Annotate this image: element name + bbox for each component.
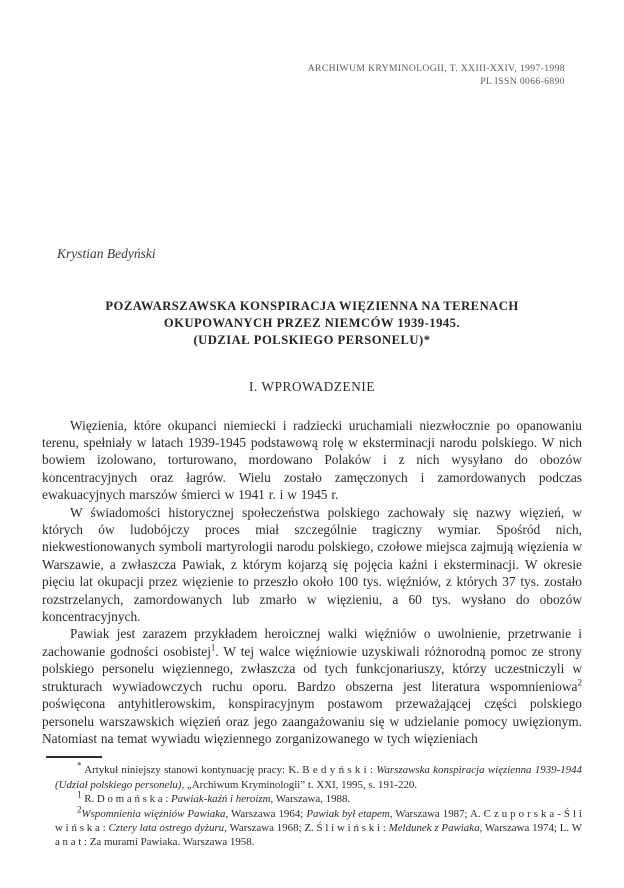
article-body: [42, 417, 582, 748]
footnote-1: [55, 789, 582, 806]
footnote-1-lead: R. D o m a ń s k a :: [81, 793, 172, 806]
paragraph-3-text: poświęcona antyhitlerowskim, konspiracyjnym postawom przeważającej części polskiego personelu warszawskich więzień oraz jego zaangażowaniu się w udzielanie pomocy uwięzionym. Natomiast na temat wywiadu więziennego zorganizowanego w tych więzieniach: [42, 696, 582, 746]
footnote-1-marker: 1: [77, 789, 82, 800]
article-title-line-1: POZAWARSZAWSKA KONSPIRACJA WIĘZIENNA NA TERENACH: [105, 299, 519, 313]
footnote-2-title-1: Wspomnienia więźniów Pawiaka: [81, 807, 226, 820]
footnote-2-title-4: Meldunek z Pawiaka: [388, 821, 480, 834]
footnote-ref-2: 2: [577, 677, 582, 688]
footnote-1-tail: , Warszawa, 1988.: [270, 793, 351, 806]
footnote-2-title-2: Pawiak był etapem: [306, 807, 390, 820]
paragraph-3: [42, 625, 582, 747]
footnote-star-lead: Artykuł niniejszy stanowi kontynuację pracy: K. B e d y ń s k i :: [81, 764, 377, 777]
footnote-ref-1: 1: [210, 642, 216, 653]
section-heading: I. WPROWADZENIE: [249, 378, 375, 394]
paragraph-3-text: Pawiak jest zarazem przykładem heroicznej walki więźniów o uwolnienie, przetrwanie i zachowanie godności osobistej: [42, 626, 582, 659]
author-name: Krystian Bedyński: [57, 246, 156, 261]
article-title: [42, 298, 582, 350]
footnotes: [42, 760, 583, 849]
issn-line: PL ISSN 0066-6890: [480, 76, 565, 87]
footnote-2-text: , Warszawa 1968; Z. Ś l i w i ń s k i :: [224, 821, 389, 834]
paragraph-2: W świadomości historycznej społeczeństwa polskiego zachowały się nazwy więzień, w których ów ludobójczy proces miał szczególnie tragiczny wymiar. Spośród nich, niekwestionowanych symboli martyrologii narodu polskiego, czołowe miejsca zajmują więzienia w Warszawie, a zwłaszcza Pawiak, z którym kojarzą się pojęcia kaźni i eksterminacji. W okresie pięciu lat okupacji przez więzienie to przeszło około 100 tys. więźniów, z których 37 tys. zostało rozstrzelanych, zamordowanych lub zmarło w więzieniu, a 60 tys. wysłano do obozów koncentracyjnych.: [42, 504, 582, 625]
footnote-1-title: Pawiak-kaźń i heroizm: [171, 793, 271, 806]
footnote-2-text: , Warszawa 1974; L. W a n a t : Za murami Pawiaka. Warszawa 1958.: [55, 821, 582, 849]
footnote-separator-rule: [46, 756, 102, 758]
article-title-line-2: OKUPOWANYCH PRZEZ NIEMCÓW 1939-1945.: [163, 316, 461, 331]
footnote-star: [55, 760, 582, 792]
journal-title-line: ARCHIWUM KRYMINOLOGII, T. XXIII-XXIV, 1997-1998: [307, 63, 565, 74]
article-title-line-3: (UDZIAŁ POLSKIEGO PERSONELU)*: [193, 333, 431, 348]
paragraph-3-text: . W tej walce więźniowie uzyskiwali różnorodną pomoc ze strony polskiego personelu więziennego, zwłaszcza od tych funkcjonariuszy, którzy uczestniczyli w strukturach wywiadowczych ruchu oporu. Bardzo obszerna jest literatura wspomnieniowa: [42, 643, 582, 694]
footnote-2: [55, 803, 583, 850]
footnote-2-text: , Warszawa 1987; A. C z u p o r s k a - Ś l i w i ń s k a :: [55, 807, 583, 834]
journal-header: [42, 62, 582, 88]
footnote-star-title: Warszawska konspiracja więzienna 1939-1944 (Udział polskiego personelu): [55, 764, 582, 791]
paragraph-1: Więzienia, które okupanci niemiecki i radziecki uruchamiali niezwłocznie po opanowaniu terenu, spełniały w latach 1939-1945 podstawową rolę w eksterminacji narodu polskiego. W nich bowiem izolowano, torturowano, mordowano Polaków i z nich wysyłano do obozów koncentracyjnych oraz łagrów. Wielu zostało zamęczonych i zamordowanych podczas ewakuacyjnych marszów śmierci w 1941 r. i w 1945 r.: [42, 417, 582, 503]
footnote-2-marker: 2: [77, 803, 82, 814]
footnote-2-text: , Warszawa 1964;: [225, 807, 307, 820]
footnote-star-marker: *: [77, 760, 82, 771]
footnote-2-title-3: Cztery lata ostrego dyżuru: [108, 821, 225, 834]
footnote-star-tail: , „Archiwum Kryminologii” t. XXI, 1995, s. 191-220.: [181, 778, 418, 791]
